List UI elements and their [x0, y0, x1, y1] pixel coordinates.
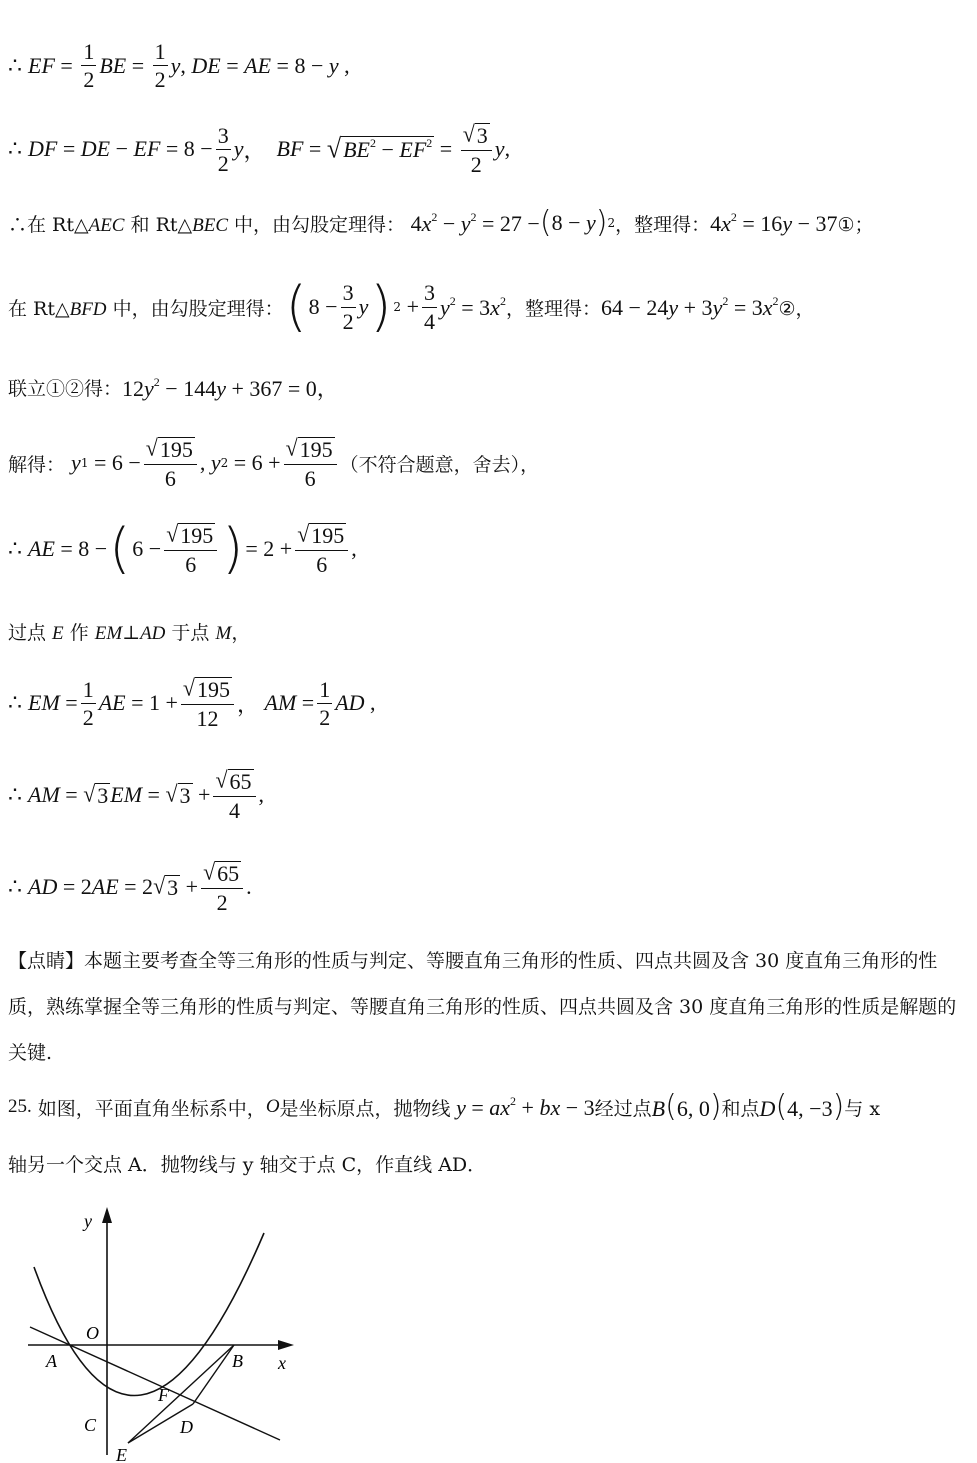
solution-line-1: ∴ EF = $\frac{1}{2}$ BE = $\frac{1}{2}$ y , DE = AE = 8 − y ,	[8, 39, 350, 93]
label-f: F	[158, 1385, 169, 1405]
problem-text-3: 经过点	[594, 1097, 652, 1120]
segment-bd	[193, 1345, 234, 1404]
solution-line-11: ∴ AD = 2AE = 2 √ 3 + √ 65 2 .	[8, 858, 252, 916]
problem-origin: O	[265, 1096, 280, 1117]
problem-point-b: B(6, 0)	[651, 1089, 722, 1124]
solution-line-10: ∴ AM = √ 3 EM = √ 3 + √ 65 4 ,	[8, 766, 265, 824]
line-ad	[30, 1327, 280, 1440]
parabola-figure	[20, 1205, 310, 1463]
solution-line-9: ∴ EM = $\frac{1}{2}$ AE = 1 + √ 195 12 ， AM = $\frac{1}{2}$ AD ,	[8, 674, 376, 732]
solution-line-3: ∴在 Rt△AEC 和 Rt△BEC 中，由勾股定理得： $4x^2 - y^2 = 27$ − ( 8 − y ) 2 ，整理得： $4x^2 = 16y - 37$ ①；	[8, 205, 874, 240]
solution-line-7: ∴ AE = 8 − ( 6 − √ 195 6 ) = 2 + √ 195 6 ,	[8, 517, 357, 581]
solution-line-4: 在 Rt△BFD 中，由勾股定理得： ( 8 − $\frac{3}{2}$ y ) 2 + $\frac{3}{4}$ $y^2 = 3x^2$ ，整理得： $64 - 24y + 3y^2 = 3x^2$ ②，	[8, 275, 815, 338]
label-a: A	[46, 1351, 57, 1371]
label-d: D	[180, 1417, 193, 1437]
solution-line-6: 解得： y 1 = 6 − √ 195 6 , y 2 = 6 + √ 195 6 （不符合题意，舍去），	[8, 434, 540, 492]
problem-number: 25.	[8, 1096, 32, 1117]
problem-text-2: 是坐标原点，抛物线	[279, 1097, 451, 1120]
problem-25-line-2	[8, 1150, 486, 1177]
problem-text-5: 与 x	[844, 1097, 881, 1120]
problem-25-line-1	[8, 1089, 881, 1124]
comment-paragraph	[8, 938, 965, 1076]
problem-text-1: 如图，平面直角坐标系中，	[37, 1097, 266, 1120]
label-o: O	[86, 1323, 99, 1343]
y-axis-arrow	[102, 1207, 112, 1223]
label-y: y	[84, 1211, 92, 1231]
x-axis-arrow	[278, 1340, 294, 1350]
problem-text-6: 轴另一个交点 A．抛物线与 y 轴交于点 C，作直线 AD．	[8, 1154, 487, 1176]
problem-text-4: 和点	[721, 1097, 760, 1120]
solution-line-5: 联立①②得： $12y^2 - 144y + 367 = 0$，	[8, 375, 339, 401]
label-x: x	[278, 1353, 286, 1373]
comment-text: 本题主要考查全等三角形的性质与判定、等腰直角三角形的性质、四点共圆及含 30 度直角三角形的性质，熟练掌握全等三角形的性质与判定、等腰直角三角形的性质、四点共圆及含 30 度直角三角形的性质是解题的关键.	[8, 950, 957, 1064]
problem-parabola-equation: $y = ax^2$ + bx − 3	[456, 1093, 595, 1120]
label-b: B	[232, 1351, 243, 1371]
parabola-curve	[34, 1233, 264, 1395]
comment-label: 【点睛】	[8, 950, 85, 972]
label-c: C	[84, 1415, 97, 1435]
solution-line-2: ∴ DF = DE − EF = 8 − $\frac{3}{2}$ y ， BF = √ $BE^2 - EF^2$ = √ 3 2 y ,	[8, 120, 511, 178]
label-e: E	[116, 1445, 127, 1463]
problem-point-d: D(4, −3)	[759, 1089, 845, 1124]
solution-line-8: 过点 E 作 EM⊥AD 于点 M，	[8, 622, 251, 644]
